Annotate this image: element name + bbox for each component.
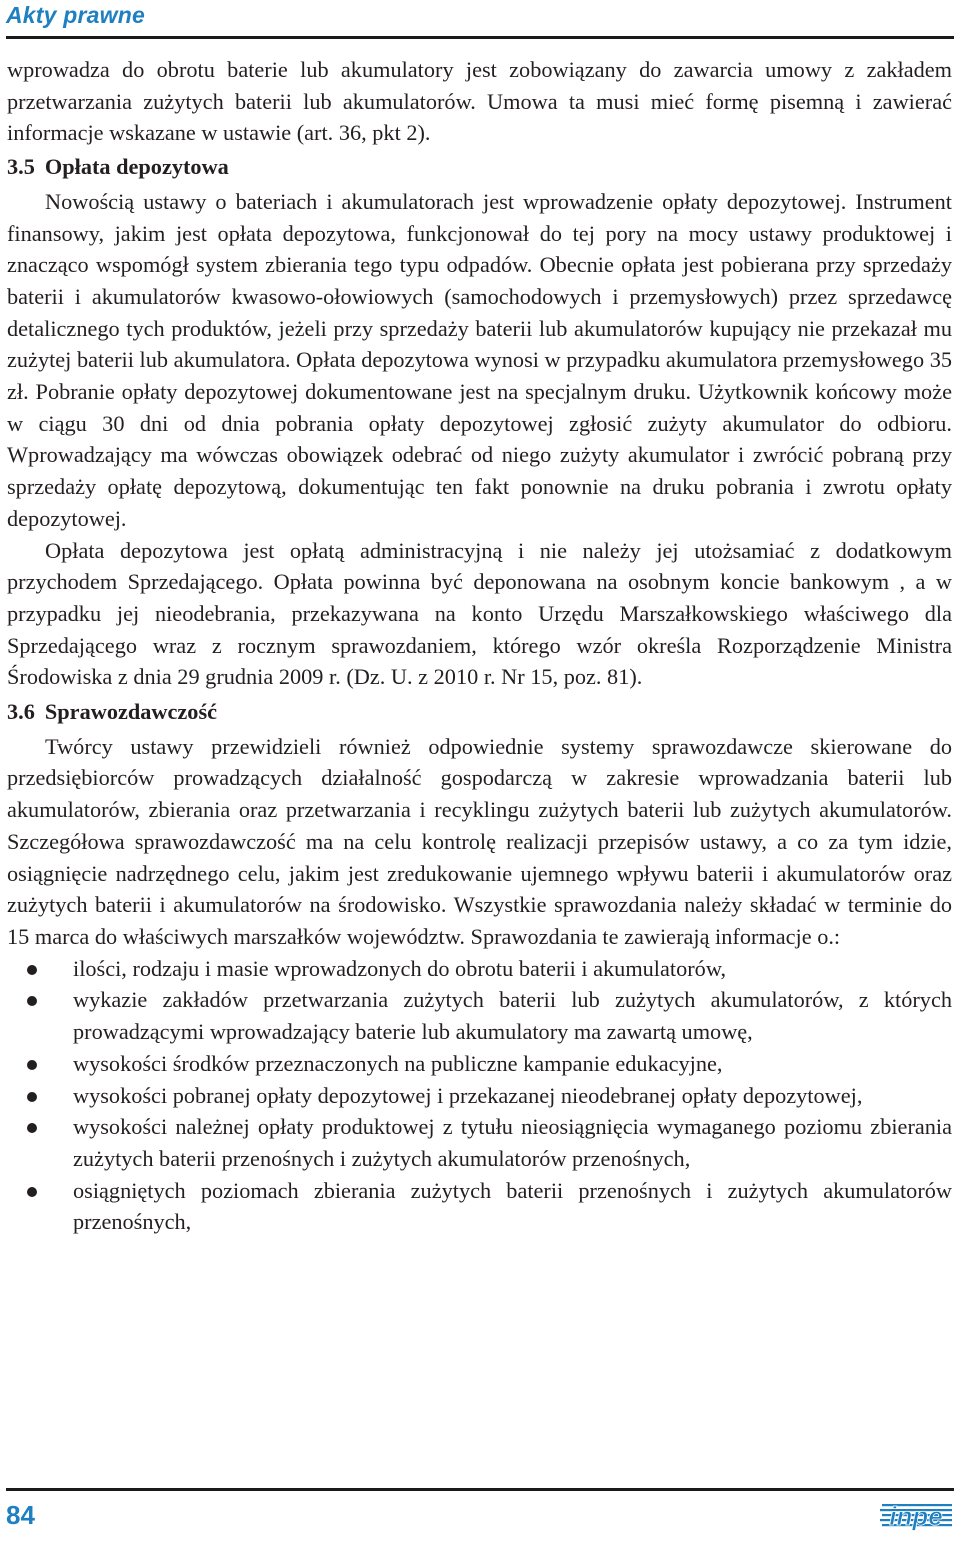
section-number: 3.5 <box>7 154 35 180</box>
section-3-5-paragraph-1: Nowością ustawy o bateriach i akumulatorach jest wprowadzenie opłaty depozytowej. Instrument finansowy, jakim jest opłata depozytowa, funkcjonował do tej pory na mocy ustawy produktowej i znacząco wspomógł system zbierania tego typu odpadów. Obecnie opłata jest pobierana przy sprzedaży baterii i akumulatorów kwasowo-ołowiowych (samochodowych i przemysłowych) przez sprzedawcę detalicznego tych produktów, jeżeli przy sprzedaży baterii lub akumulatorów kupujący nie przekazał mu zużytej baterii lub akumulatora. Opłata depozytowa wynosi w przypadku akumulatora przemysłowego 35 zł. Pobranie opłaty depozytowej dokumentowane jest na specjalnym druku. Użytkownik końcowy może w ciągu 30 dni od dnia pobrania opłaty depozytowej zgłosić zużyty akumulator do odbioru. Wprowadzający ma wówczas obowiązek odebrać od niego zużyty akumulator i zwrócić pobraną przy sprzedaży opłatę depozytową, dokumentując ten fakt ponownie na druku pobrania i zwrotu opłaty depozytowej. <box>7 188 952 531</box>
report-contents-list <box>7 953 952 1238</box>
section-3-5-paragraph-2: Opłata depozytowa jest opłatą administracyjną i nie należy jej utożsamiać z dodatkowym przychodem Sprzedającego. Opłata powinna być deponowana na osobnym koncie bankowym , a w przypadku jej nieodebrania, przekazywana na konto Urzędu Marszałkowskiego właściwego dla Sprzedającego wraz z rocznym sprawozdaniem, którego wzór określa Rozporządzenie Ministra Środowiska z dnia 29 grudnia 2009 r. (Dz. U. z 2010 r. Nr 15, poz. 81). <box>7 537 952 690</box>
list-item: wykazie zakładów przetwarzania zużytych baterii lub zużytych akumulatorów, z których prowadzącymi wprowadzający baterie lub akumulatory ma zawartą umowę, <box>7 984 952 1047</box>
bullet-dot-icon <box>27 1187 37 1197</box>
list-item: wysokości pobranej opłaty depozytowej i przekazanej nieodebranej opłaty depozytowej, <box>7 1080 952 1112</box>
section-3-6-paragraph-1: Twórcy ustawy przewidzieli również odpowiednie systemy sprawozdawcze skierowane do przedsiębiorców prowadzących działalność gospodarczą w zakresie wprowadzania baterii lub akumulatorów, zbierania oraz przetwarzania i recyklingu zużytych baterii lub zużytych akumulatorów. Szczegółowa sprawozdawczość ma na celu kontrolę realizacji przepisów ustawy, a co za tym idzie, osiągnięcie nadrzędnego celu, jakim jest zredukowanie ujemnego wpływu baterii i akumulatorów oraz zużytych baterii i akumulatorów na środowisko. Wszystkie sprawozdania należy składać w terminie do 15 marca do właściwych marszałków województw. Sprawozdania te zawierają informacje o.: <box>7 733 952 949</box>
footer-divider <box>6 1488 954 1491</box>
list-item: osiągniętych poziomach zbierania zużytych baterii przenośnych i zużytych akumulatorów przenośnych, <box>7 1175 952 1238</box>
bullet-dot-icon <box>27 1060 37 1070</box>
page-number: 84 <box>6 1500 35 1530</box>
header-divider <box>6 36 954 39</box>
section-heading-3-6 <box>7 696 952 728</box>
section-title: Sprawozdawczość <box>44 699 218 725</box>
section-number: 3.6 <box>7 699 35 725</box>
section-title: Opłata depozytowa <box>44 154 229 180</box>
list-item: wysokości należnej opłaty produktowej z tytułu nieosiągnięcia wymaganego poziomu zbierania zużytych baterii przenośnych i zużytych akumulatorów przenośnych, <box>7 1111 952 1174</box>
list-item: wysokości środków przeznaczonych na publiczne kampanie edukacyjne, <box>7 1048 952 1080</box>
article-body <box>7 54 952 1238</box>
section-heading-3-5 <box>7 151 952 183</box>
bullet-dot-icon <box>27 965 37 975</box>
list-item: ilości, rodzaju i masie wprowadzonych do obrotu baterii i akumulatorów, <box>7 953 952 985</box>
bullet-dot-icon <box>27 1092 37 1102</box>
bullet-dot-icon <box>27 1123 37 1133</box>
bullet-dot-icon <box>27 996 37 1006</box>
intro-paragraph: wprowadza do obrotu baterie lub akumulatory jest zobowiązany do zawarcia umowy z zakładem przetwarzania zużytych baterii lub akumulatorów. Umowa ta musi mieć formę pisemną i zawierać informacje wskazane w ustawie (art. 36, pkt 2). <box>7 57 952 146</box>
logo-text: inpe <box>889 1501 943 1531</box>
inpe-logo-icon <box>880 1498 952 1534</box>
running-header-title: Akty prawne <box>6 2 145 28</box>
